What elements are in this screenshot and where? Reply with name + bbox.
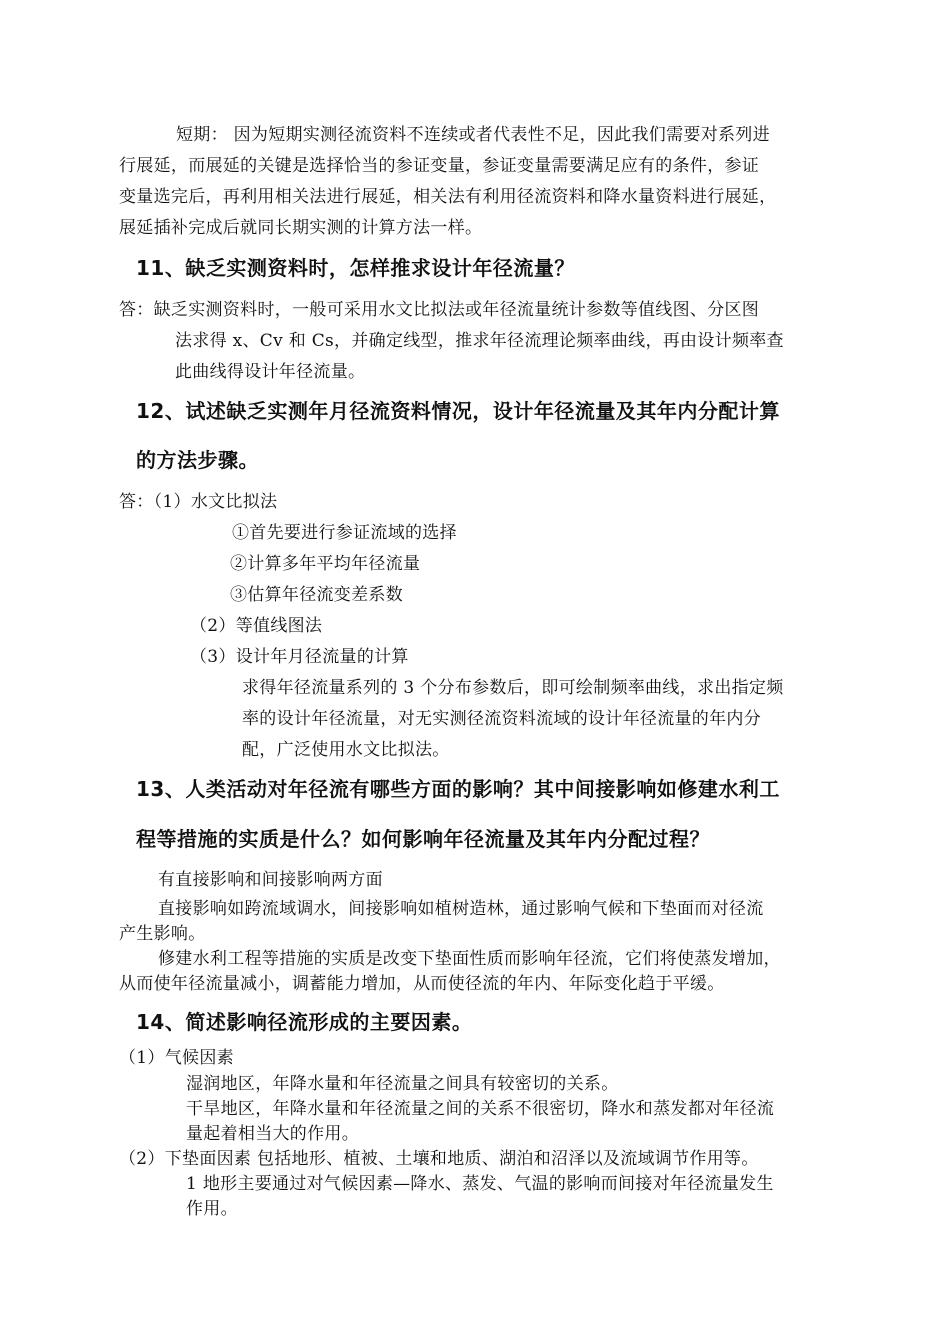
question-12-heading-line-2: 的方法步骤。: [136, 448, 259, 472]
answer-12-para-line-3: 配，广泛使用水文比拟法。: [242, 740, 450, 760]
answer-13-line-4: 修建水利工程等措施的实质是改变下垫面性质而影响年径流，它们将使蒸发增加，: [158, 949, 781, 969]
answer-12-step-2: ②计算多年平均年径流量: [230, 554, 421, 574]
answer-14-factor-1-line-3: 量起着相当大的作用。: [186, 1124, 359, 1144]
answer-11-line-2: 法求得 x、Cv 和 Cs，并确定线型，推求年径流理论频率曲线，再由设计频率查: [175, 331, 784, 351]
answer-12-para-line-2: 率的设计年径流量，对无实测径流资料流域的设计年径流量的年内分: [242, 709, 761, 729]
question-11-heading: 11、缺乏实测资料时，怎样推求设计年径流量？: [136, 256, 575, 280]
answer-14-factor-1-line-2: 干旱地区，年降水量和年径流量之间的关系不很密切，降水和蒸发都对年径流: [186, 1099, 775, 1119]
question-13-heading-line-2: 程等措施的实质是什么？如何影响年径流量及其年内分配过程？: [136, 827, 710, 851]
intro-line-3: 变量选完后，再利用相关法进行展延，相关法有利用径流资料和降水量资料进行展延，: [119, 187, 777, 207]
answer-11-line-3: 此曲线得设计年径流量。: [175, 362, 366, 382]
intro-line-4: 展延插补完成后就同长期实测的计算方法一样。: [119, 218, 483, 238]
answer-14-factor-1-line-1: 湿润地区，年降水量和年径流量之间具有较密切的关系。: [186, 1074, 619, 1094]
answer-14-factor-1: （1）气候因素: [119, 1048, 234, 1068]
answer-12-para-line-1: 求得年径流量系列的 3 个分布参数后，即可绘制频率曲线，求出指定频: [242, 678, 784, 698]
answer-14-factor-2-line-1: 1 地形主要通过对气候因素—降水、蒸发、气温的影响而间接对年径流量发生: [186, 1174, 774, 1194]
question-13-heading-line-1: 13、人类活动对年径流有哪些方面的影响？其中间接影响如修建水利工: [136, 777, 780, 801]
answer-13-line-1: 有直接影响和间接影响两方面: [158, 870, 383, 890]
answer-12-method-2: （2）等值线图法: [190, 616, 323, 636]
answer-12-method-3: （3）设计年月径流量的计算: [190, 647, 409, 667]
answer-11-line-1: 答：缺乏实测资料时，一般可采用水文比拟法或年径流量统计参数等值线图、分区图: [119, 300, 760, 320]
intro-line-1: 短期： 因为短期实测径流资料不连续或者代表性不足，因此我们需要对系列进: [176, 125, 770, 145]
answer-14-factor-2-line-2: 作用。: [186, 1199, 238, 1219]
intro-line-2: 行展延，而展延的关键是选择恰当的参证变量，参证变量需要满足应有的条件，参证: [119, 156, 760, 176]
answer-13-line-3: 产生影响。: [119, 924, 206, 944]
answer-12-step-1: ①首先要进行参证流域的选择: [232, 523, 457, 543]
answer-12-method-1: 答：（1）水文比拟法: [119, 492, 278, 512]
answer-12-step-3: ③估算年径流变差系数: [230, 585, 403, 605]
question-12-heading-line-1: 12、试述缺乏实测年月径流资料情况，设计年径流量及其年内分配计算: [136, 399, 780, 423]
question-14-heading: 14、简述影响径流形成的主要因素。: [136, 1010, 473, 1034]
answer-14-factor-2: （2）下垫面因素 包括地形、植被、土壤和地质、湖泊和沼泽以及流域调节作用等。: [119, 1149, 759, 1169]
answer-13-line-2: 直接影响如跨流域调水，间接影响如植树造林，通过影响气候和下垫面而对径流: [158, 899, 764, 919]
answer-13-line-5: 从而使年径流量减小，调蓄能力增加，从而使径流的年内、年际变化趋于平缓。: [119, 974, 725, 994]
